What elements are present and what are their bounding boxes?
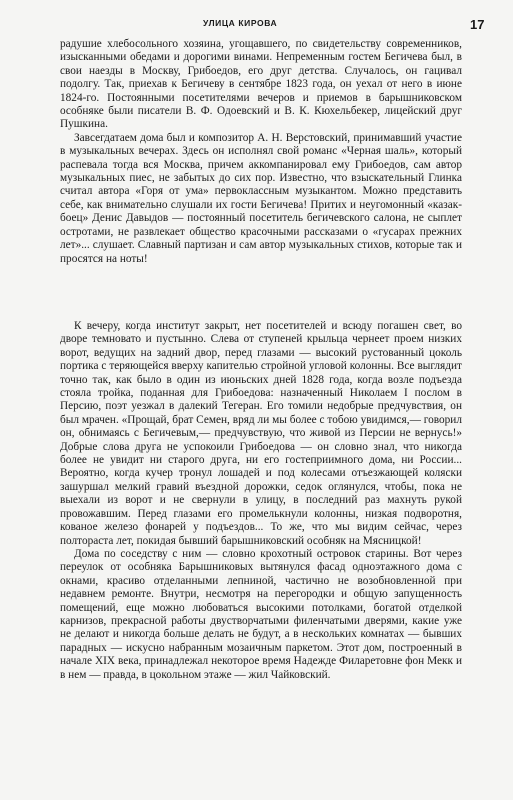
page-number: 17 xyxy=(470,17,485,32)
paragraph-neighbor-houses: Дома по соседству с ним — словно крохотный островок старины. Вот через переулок от особняка Барышниковых вытянулся фасад одноэтажного дома с окнами, красиво отделанными лепниной, частично не возобновленной при недавнем ремонте. Внутри, несмотря на перегородки и общую запущенность помещений, еще можно любоваться высокими потолками, богатой отделкой карнизов, прекрасной работы двустворчатыми филенчатыми дверями, какие уже не делают и никогда больше делать не будут, а в нескольких комнатах — бывших парадных — искусно набранным мозаичным паркетом. Этот дом, построенный в начале XIX века, принадлежал некоторое время Надежде Филаретовне фон Мекк и в нем — правда, в цокольном этаже — жил Чайковский. xyxy=(60,547,462,681)
paragraph-continued: радушие хлебосольного хозяина, угощавшего, по свидетельству современников, изысканными обедами и дорогими винами. Непременным гостем Бегичева был, в свои наезды в Москву, Грибоедов, его друг детства. Случалось, он гацивал подолгу. Так, приехав к Бегичеву в сентябре 1823 года, он уехал от него в июне 1824-го. Постоянными посетителями вечеров и приемов в барышниковском особняке были писатели В. Ф. Одоевский и В. К. Кюхельбекер, лицейский друг Пушкина. xyxy=(60,38,462,131)
text-block-top xyxy=(60,38,462,266)
paragraph-verstovsky: Завсегдатаем дома был и композитор А. Н. Верстовский, принимавший участие в музыкальных вечерах. Здесь он исполнял свой романс «Черная шаль», который распевала тогда вся Москва, причем аккомпанировал ему Грибоедов, сам автор музыкальных пиес, не забытых до сих пор. Известно, что взыскательный Глинка считал автора «Горя от ума» первоклассным музыкантом. Можно представить себе, как внимательно слушали их гости Бегичева! Притих и неугомонный «казак-боец» Денис Давыдов — постоянный посетитель бегичевского салона, не сыплет остротами, не развлекает общество красочными рассказами о «гусарах прежних лет»... слушает. Славный партизан и сам автор музыкальных стихов, которые так и просятся на ноты! xyxy=(60,131,462,265)
running-header-title: УЛИЦА КИРОВА xyxy=(203,18,278,28)
running-head xyxy=(0,18,513,34)
paragraph-evening: К вечеру, когда институт закрыт, нет посетителей и всюду погашен свет, во дворе темновато и пустынно. Слева от ступеней крыльца чернеет проем низких ворот, ведущих на задний двор, перед глазами — высокий рустованный цоколь портика с теряющейся вверху капителью стройной угловой колонны. Все выглядит точно так, как было в один из июньских дней 1828 года, когда возле подъезда стояла тройка, поданная для Грибоедова: назначенный Николаем I послом в Персию, поэт уезжал в далекий Тегеран. Его томили недобрые предчувствия, он был мрачен. «Прощай, брат Семен, вряд ли мы более с тобою увидимся,— говорил он, обнимаясь с Бегичевым,— предчувствую, что живой из Персии не вернусь!» Добрые слова друга не успокоили Грибоедова — он словно знал, что никогда более не увидит ни старого друга, ни его гостеприимного дома, ни России... Вероятно, когда кучер тронул лошадей и под колесами отъезжающей коляски зашуршал мелкий гравий въездной дорожки, седок оглянулся, чтобы, пока не выехали из ворот и не свернули в улицу, в последний раз махнуть рукой провожавшим. Перед глазами его промелькнули колонны, низкая подворотня, кованое железо фонарей у подъездов... То же, что мы видим сейчас, через полтораста лет, покидая бывший барышниковский особняк на Мясницкой! xyxy=(60,320,462,547)
text-block-bottom xyxy=(60,320,462,682)
